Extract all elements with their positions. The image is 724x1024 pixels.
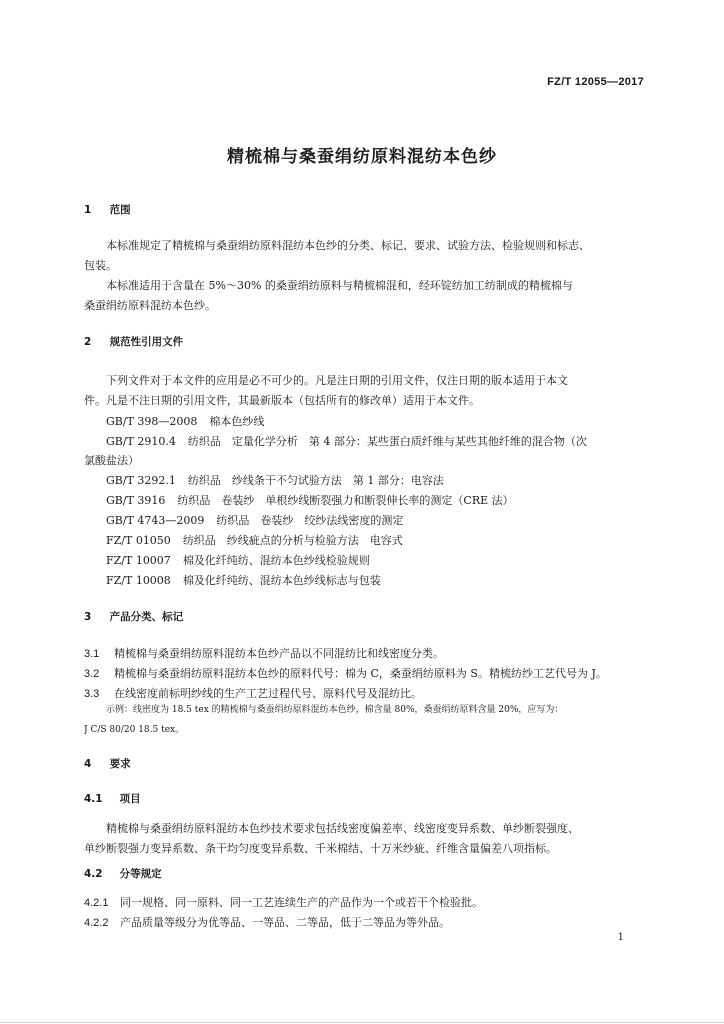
reference-entry-continued bbox=[84, 452, 153, 468]
paragraph-line: 下列文件对于本文件的应用是必不可少的。凡是注日期的引用文件，仅注日期的版本适用于本文 bbox=[106, 374, 568, 387]
clause-number: 3.2 bbox=[84, 668, 100, 680]
section-number: 1 bbox=[84, 204, 92, 216]
section-number: 4.2 bbox=[84, 868, 103, 880]
paragraph-line: 桑蚕绢纺原料混纺本色纱。 bbox=[84, 299, 216, 312]
section-title: 项目 bbox=[119, 793, 141, 805]
paragraph-line: 件。凡是不注日期的引用文件，其最新版本（包括所有的修改单）适用于本文件。 bbox=[84, 394, 480, 407]
reference-entry bbox=[106, 572, 395, 588]
clause-number: 3.1 bbox=[84, 648, 100, 660]
reference-code: FZ/T 10007 bbox=[106, 554, 171, 567]
clause-number: 3.3 bbox=[84, 688, 100, 700]
clause-number: 4.2.2 bbox=[84, 917, 109, 929]
section-number: 4.1 bbox=[84, 793, 103, 805]
reference-code: FZ/T 10008 bbox=[106, 574, 171, 587]
paragraph-line: 单纱断裂强力变异系数、条干均匀度变异系数、千米棉结、十万米纱疵、纤维含量偏差八项指标。 bbox=[84, 842, 557, 855]
reference-title: 纺织品 纱线条干不匀试验方法 第 1 部分：电容法 bbox=[187, 474, 444, 487]
clause-number: 4.2.1 bbox=[84, 897, 109, 909]
example-note: J C/S 80/20 18.5 tex。 bbox=[84, 725, 185, 735]
reference-code: FZ/T 01050 bbox=[106, 534, 171, 547]
reference-title: 棉本色纱线 bbox=[209, 415, 265, 428]
reference-title: 氯酸盐法） bbox=[84, 454, 139, 467]
clause-text: 精梳棉与桑蚕绢纺原料混纺本色纱的原料代号：棉为 C，桑蚕绢纺原料为 S。精梳纺纱工艺代号为 J。 bbox=[114, 667, 607, 680]
clause-item bbox=[84, 665, 607, 681]
clause-text: 同一规格、同一原料、同一工艺连续生产的产品作为一个或若干个检验批。 bbox=[120, 896, 483, 909]
section-title: 产品分类、标记 bbox=[109, 611, 184, 623]
subsection-4-2-heading bbox=[84, 866, 162, 881]
reference-entry bbox=[106, 492, 528, 508]
page-edge-divider bbox=[0, 1022, 724, 1023]
clause-text: 精梳棉与桑蚕绢纺原料混纺本色纱产品以不同混纺比和线密度分类。 bbox=[114, 647, 444, 660]
reference-title: 纺织品 卷装纱 单根纱线断裂强力和断裂伸长率的测定（CRE 法） bbox=[177, 494, 514, 507]
clause-item bbox=[84, 685, 422, 701]
reference-code: GB/T 398—2008 bbox=[106, 415, 198, 428]
paragraph-line: 本标准规定了精梳棉与桑蚕绢纺原料混纺本色纱的分类、标记、要求、试验方法、检验规则和标志、 bbox=[106, 239, 590, 252]
clause-text: 产品质量等级分为优等品、一等品、二等品，低于二等品为等外品。 bbox=[120, 916, 450, 929]
clause-item bbox=[84, 894, 483, 910]
section-2-heading bbox=[84, 334, 183, 349]
paragraph-line: 本标准适用于含量在 5%～30% 的桑蚕绢纺原料与精梳棉混和，经环锭纺加工纺制成的精梳棉与 bbox=[106, 279, 573, 292]
reference-entry bbox=[106, 472, 458, 488]
reference-title: 纺织品 定量化学分析 第 4 部分：某些蛋白质纤维与某些其他纤维的混合物（次 bbox=[187, 435, 587, 448]
clause-item bbox=[84, 914, 450, 930]
section-1-heading bbox=[84, 202, 131, 217]
document-title: 精梳棉与桑蚕绢纺原料混纺本色纱 bbox=[227, 147, 497, 167]
section-title: 分等规定 bbox=[119, 868, 162, 880]
standard-code: FZ/T 12055—2017 bbox=[547, 76, 644, 88]
reference-code: GB/T 2910.4 bbox=[106, 435, 176, 448]
example-note: 示例：线密度为 18.5 tex 的精梳棉与桑蚕绢纺原料混纺本色纱，棉含量 80%，桑蚕绢纺原料含量 20%，应写为： bbox=[106, 705, 564, 715]
clause-text: 在线密度前标明纱线的生产工艺过程代号、原料代号及混纺比。 bbox=[114, 687, 422, 700]
reference-code: GB/T 4743—2009 bbox=[106, 514, 205, 527]
clause-item bbox=[84, 645, 444, 661]
reference-entry bbox=[106, 512, 417, 528]
section-title: 要求 bbox=[109, 758, 131, 770]
paragraph-line: 包装。 bbox=[84, 259, 117, 272]
reference-code: GB/T 3292.1 bbox=[106, 474, 176, 487]
reference-code: GB/T 3916 bbox=[106, 494, 166, 507]
paragraph-line: 精梳棉与桑蚕绢纺原料混纺本色纱技术要求包括线密度偏差率、线密度变异系数、单纱断裂强度、 bbox=[106, 822, 579, 835]
section-4-heading bbox=[84, 756, 131, 771]
section-title: 范围 bbox=[109, 204, 131, 216]
section-number: 4 bbox=[84, 758, 92, 770]
section-number: 2 bbox=[84, 336, 92, 348]
reference-entry bbox=[106, 433, 601, 449]
reference-title: 棉及化纤纯纺、混纺本色纱线检验规则 bbox=[182, 554, 370, 567]
reference-entry bbox=[106, 552, 384, 568]
reference-entry bbox=[106, 413, 278, 429]
reference-title: 棉及化纤纯纺、混纺本色纱线标志与包装 bbox=[182, 574, 381, 587]
section-3-heading bbox=[84, 609, 183, 624]
reference-title: 纺织品 卷装纱 绞纱法线密度的测定 bbox=[216, 514, 404, 527]
reference-title: 纺织品 纱线疵点的分析与检验方法 电容式 bbox=[182, 534, 403, 547]
section-title: 规范性引用文件 bbox=[109, 336, 184, 348]
reference-entry bbox=[106, 532, 417, 548]
subsection-4-1-heading bbox=[84, 791, 141, 806]
section-number: 3 bbox=[84, 611, 92, 623]
page-number: 1 bbox=[617, 932, 624, 943]
